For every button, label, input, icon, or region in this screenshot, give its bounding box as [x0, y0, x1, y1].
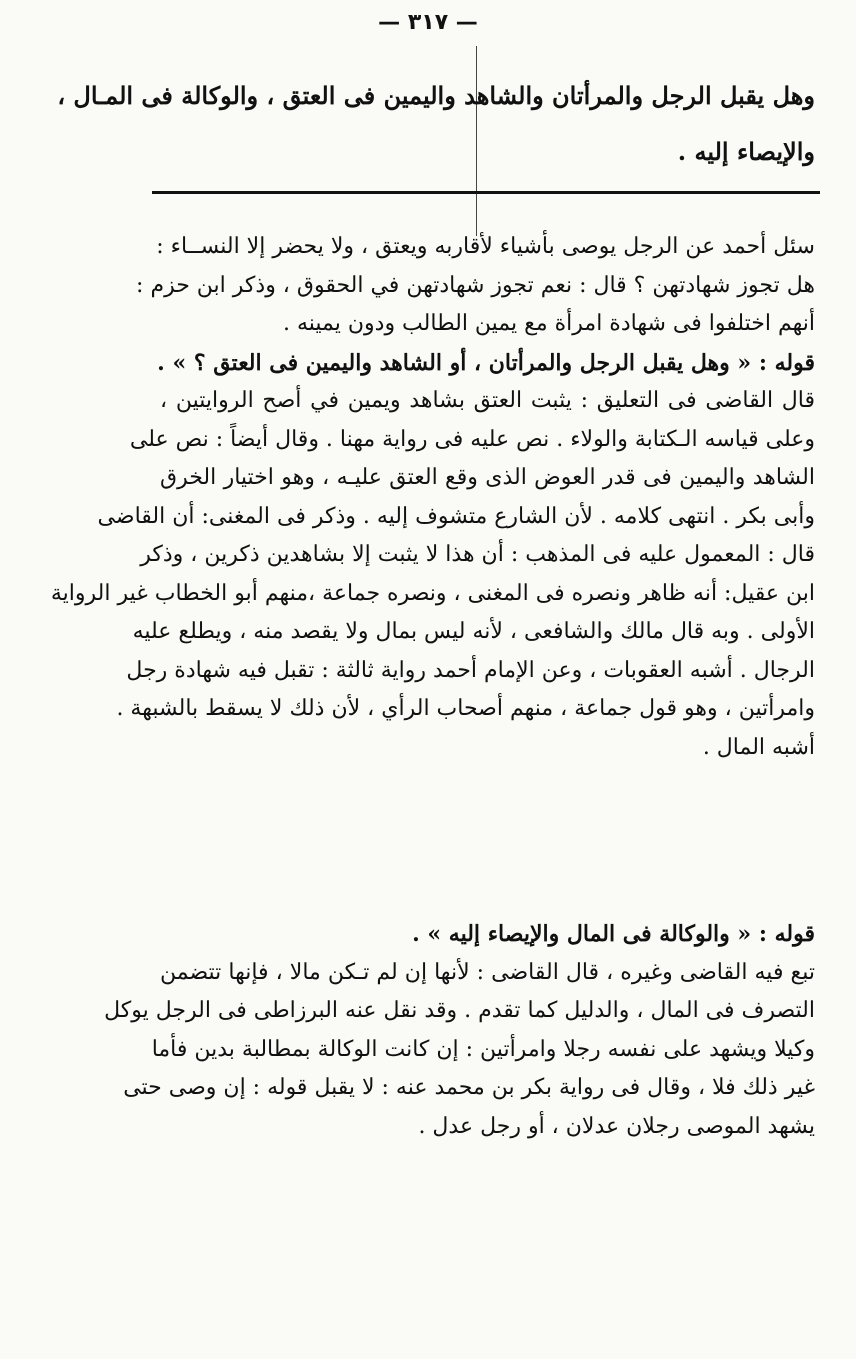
commentary-line: وأبى بكر . انتهى كلامه . لأن الشارع متشوف إليه . وذكر فى المغنى: أن القاضى — [97, 503, 815, 529]
matn-line: والإيصاء إليه . — [677, 137, 815, 166]
commentary-line: التصرف فى المال ، والدليل كما تقدم . وقد نقل عنه البرزاطى فى الرجل يوكل — [104, 998, 815, 1023]
commentary-line: أنهم اختلفوا فى شهادة امرأة مع يمين الطالب ودون يمينه . — [282, 311, 815, 336]
commentary-line: الأولى . وبه قال مالك والشافعى ، لأنه ليس بمال ولا يقصد منه ، ويطلع عليه — [132, 619, 815, 644]
commentary-line: ابن عقيل: أنه ظاهر ونصره فى المغنى ، ونصره جماعة ،منهم أبو الخطاب غير الرواية — [50, 580, 815, 606]
commentary-line: يشهد الموصى رجلان عدلان ، أو رجل عدل . — [418, 1113, 815, 1139]
commentary-text-part1 — [50, 228, 815, 767]
commentary-line: تبع فيه القاضى وغيره ، قال القاضى : لأنها إن لم تـكن مالا ، فإنها تتضمن — [160, 959, 815, 985]
commentary-line: سئل أحمد عن الرجل يوصى بأشياء لأقاربه ويعتق ، ولا يحضر إلا النســاء : — [156, 234, 815, 259]
commentary-line: الرجال . أشبه العقوبات ، وعن الإمام أحمد رواية ثالثة : تقبل فيه شهادة رجل — [126, 657, 815, 683]
commentary-line: الشاهد واليمين فى قدر العوض الذى وقع العتق عليـه ، وهو اختيار الخرق — [160, 465, 815, 490]
commentary-line: أشبه المال . — [702, 734, 815, 760]
matn-text — [57, 68, 815, 180]
matn-line: وهل يقبل الرجل والمرأتان والشاهد واليمين فى العتق ، والوكالة فى المـال ، — [57, 81, 815, 110]
page-number: — ٣١٧ — — [378, 10, 478, 35]
commentary-line: غير ذلك فلا ، وقال فى رواية بكر بن محمد عنه : لا يقبل قوله : إن وصى حتى — [123, 1075, 815, 1100]
quoted-heading: قوله : « وهل يقبل الرجل والمرأتان ، أو الشاهد واليمين فى العتق ؟ » . — [157, 349, 815, 376]
commentary-line: هل تجوز شهادتهن ؟ قال : نعم تجوز شهادتهن في الحقوق ، وذكر ابن حزم : — [136, 272, 815, 298]
commentary-line: وعلى قياسه الـكتابة والولاء . نص عليه فى رواية مهنا . وقال أيضاً : نص على — [129, 426, 815, 452]
quoted-heading: قوله : « والوكالة فى المال والإيصاء إليه » . — [412, 921, 815, 947]
commentary-line: وكيلا ويشهد على نفسه رجلا وامرأتين : إن كانت الوكالة بمطالبة بدين فأما — [151, 1036, 815, 1062]
commentary-line: قال : المعمول عليه فى المذهب : أن هذا لا يثبت إلا بشاهدين ذكرين ، وذكر — [140, 542, 815, 567]
commentary-text-part2 — [104, 915, 815, 1146]
commentary-line: وامرأتين ، وهو قول جماعة ، منهم أصحاب الرأي ، لأن ذلك لا يسقط بالشبهة . — [116, 696, 815, 721]
commentary-line: قال القاضى فى التعليق : يثبت العتق بشاهد ويمين في أصح الروايتين ، — [160, 388, 815, 413]
separator-rule — [152, 191, 820, 194]
